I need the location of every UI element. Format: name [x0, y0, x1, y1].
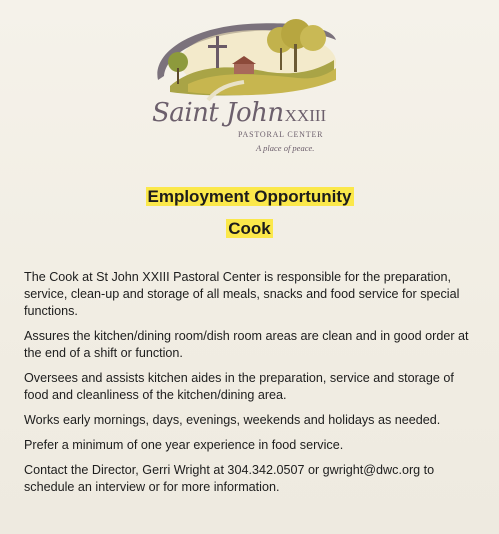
position-title [0, 219, 499, 239]
requirement-paragraph: Prefer a minimum of one year experience in food service. [24, 437, 344, 452]
duty-paragraph: The Cook at St John XXIII Pastoral Center is responsible for the preparation, service, clean-up and storage of all meals, snacks and food service for special functions. [24, 270, 460, 318]
duty-paragraph: Oversees and assists kitchen aides in the preparation, service and storage of food and cleanliness of the kitchen/dining area. [24, 370, 454, 402]
logo-name [152, 98, 326, 128]
duty-paragraph: Assures the kitchen/dining room/dish room areas are clean and in good order at the end of a shift or function. [24, 328, 469, 360]
contact-paragraph: Contact the Director, Gerri Wright at 304.342.0507 or gwright@dwc.org to schedule an interview or for more information. [24, 463, 435, 494]
job-heading [0, 187, 499, 207]
job-heading-text: Employment Opportunity [147, 187, 352, 206]
duty-paragraph: Works early mornings, days, evenings, weekends and holidays as needed. [24, 412, 441, 427]
job-description [24, 269, 480, 504]
logo-name-numeral: XXIII [284, 106, 327, 125]
logo-subtitle: PASTORAL CENTER [238, 130, 324, 139]
position-title-text: Cook [228, 219, 271, 238]
logo-name-script: Saint John [152, 98, 284, 128]
logo-tagline: A place of peace. [256, 143, 315, 153]
pastoral-center-logo [148, 14, 348, 162]
